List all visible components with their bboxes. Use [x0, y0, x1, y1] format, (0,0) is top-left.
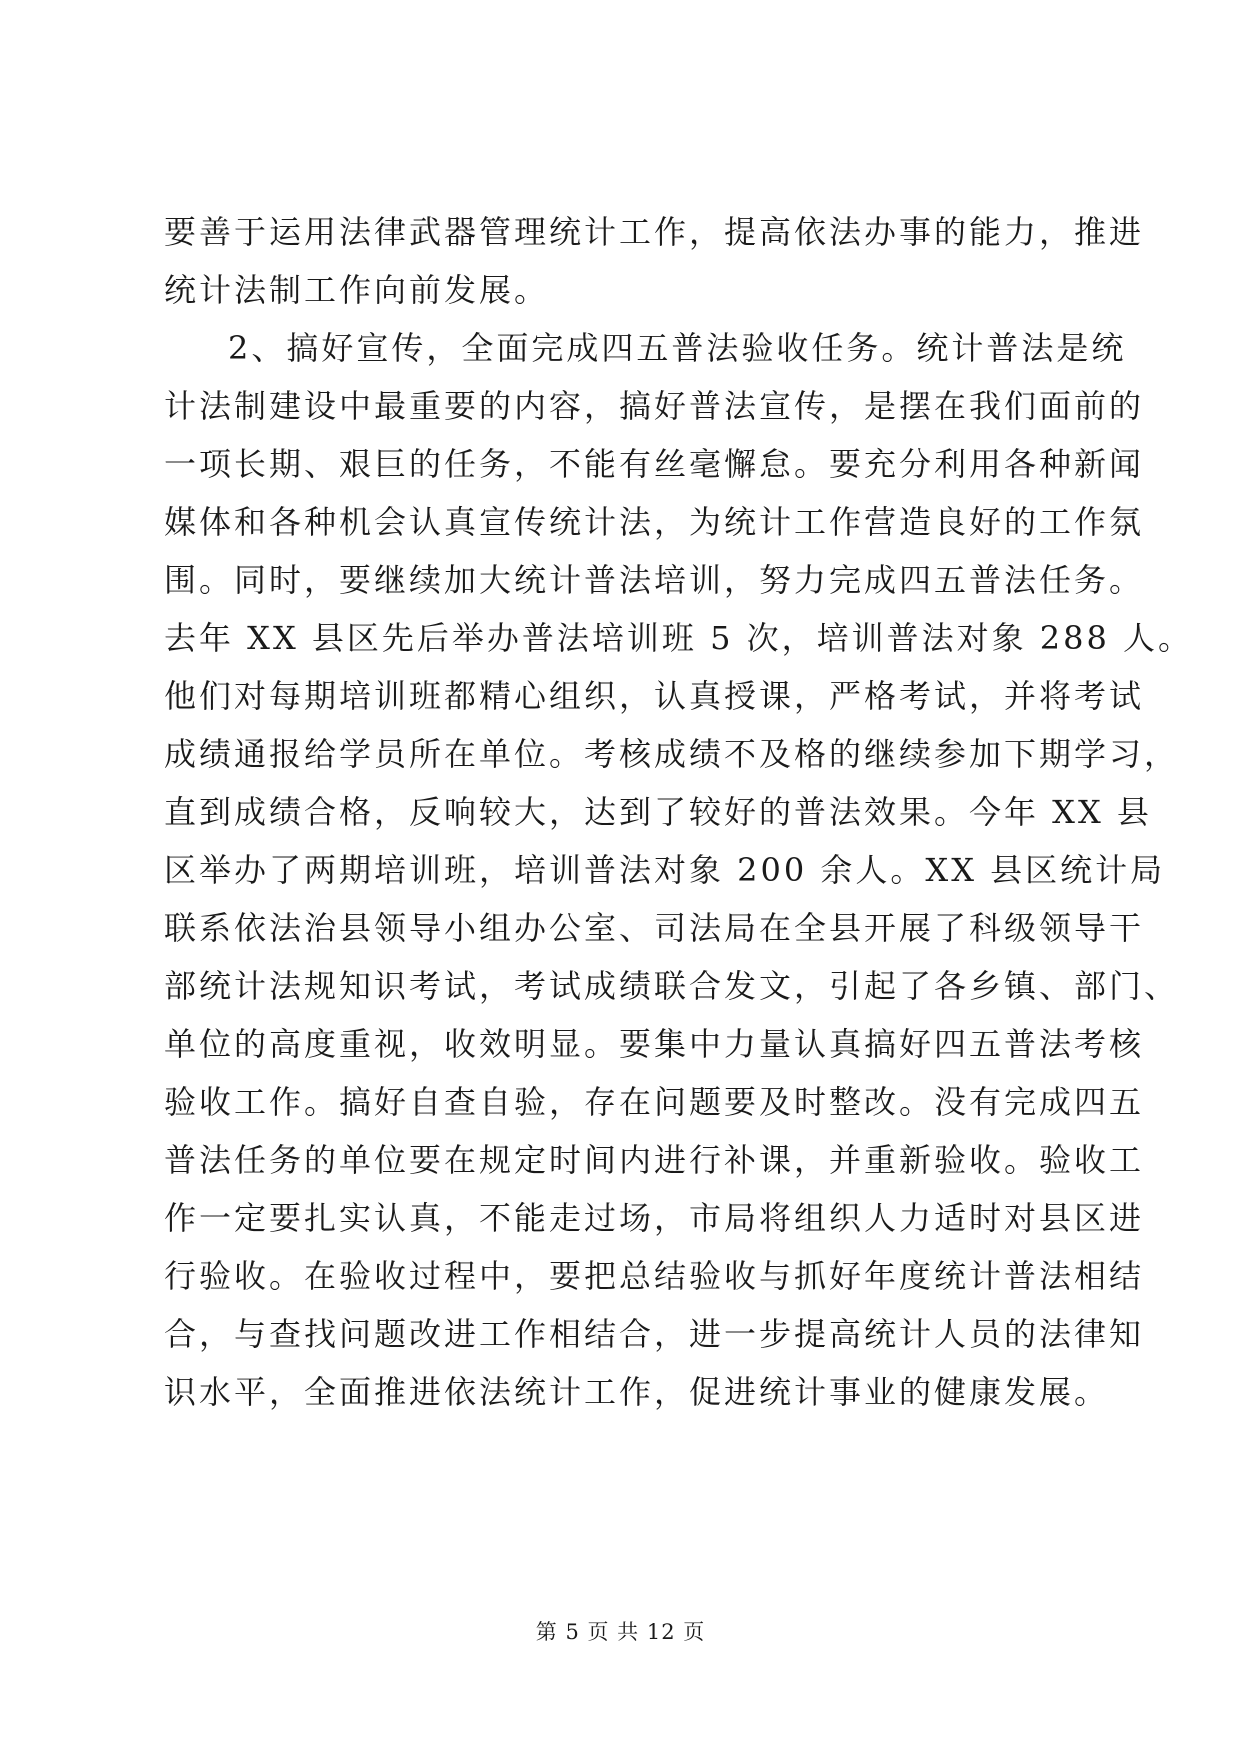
text-line: 他们对每期培训班都精心组织，认真授课，严格考试，并将考试: [164, 677, 1145, 715]
text-line: 围。同时，要继续加大统计普法培训，努力完成四五普法任务。: [164, 561, 1145, 599]
text-line: 计法制建设中最重要的内容，搞好普法宣传，是摆在我们面前的: [164, 387, 1145, 425]
text-line: 单位的高度重视，收效明显。要集中力量认真搞好四五普法考核: [164, 1025, 1145, 1063]
text-line: 行验收。在验收过程中，要把总结验收与抓好年度统计普法相结: [164, 1257, 1145, 1295]
page-number-footer: 第 5 页 共 12 页: [535, 1620, 706, 1644]
paragraph-start-line: 2、搞好宣传，全面完成四五普法验收任务。统计普法是统: [228, 329, 1127, 367]
text-line: 去年 XX 县区先后举办普法培训班 5 次，培训普法对象 288 人。: [164, 619, 1194, 657]
text-line: 直到成绩合格，反响较大，达到了较好的普法效果。今年 XX 县: [164, 793, 1152, 831]
text-line: 普法任务的单位要在规定时间内进行补课，并重新验收。验收工: [164, 1141, 1145, 1179]
text-line: 一项长期、艰巨的任务，不能有丝毫懈怠。要充分利用各种新闻: [164, 445, 1145, 483]
text-line: 作一定要扎实认真，不能走过场，市局将组织人力适时对县区进: [164, 1199, 1145, 1237]
text-line: 部统计法规知识考试，考试成绩联合发文，引起了各乡镇、部门、: [164, 967, 1180, 1005]
text-line: 要善于运用法律武器管理统计工作，提高依法办事的能力，推进: [164, 213, 1145, 251]
text-line: 识水平，全面推进依法统计工作，促进统计事业的健康发展。: [164, 1373, 1110, 1411]
text-line: 统计法制工作向前发展。: [164, 271, 550, 309]
text-line: 联系依法治县领导小组办公室、司法局在全县开展了科级领导干: [164, 909, 1145, 947]
text-line: 成绩通报给学员所在单位。考核成绩不及格的继续参加下期学习，: [164, 735, 1180, 773]
text-line: 合，与查找问题改进工作相结合，进一步提高统计人员的法律知: [164, 1315, 1145, 1353]
text-line: 媒体和各种机会认真宣传统计法，为统计工作营造良好的工作氛: [164, 503, 1145, 541]
text-line: 验收工作。搞好自查自验，存在问题要及时整改。没有完成四五: [164, 1083, 1145, 1121]
text-line: 区举办了两期培训班，培训普法对象 200 余人。XX 县区统计局: [164, 851, 1166, 889]
